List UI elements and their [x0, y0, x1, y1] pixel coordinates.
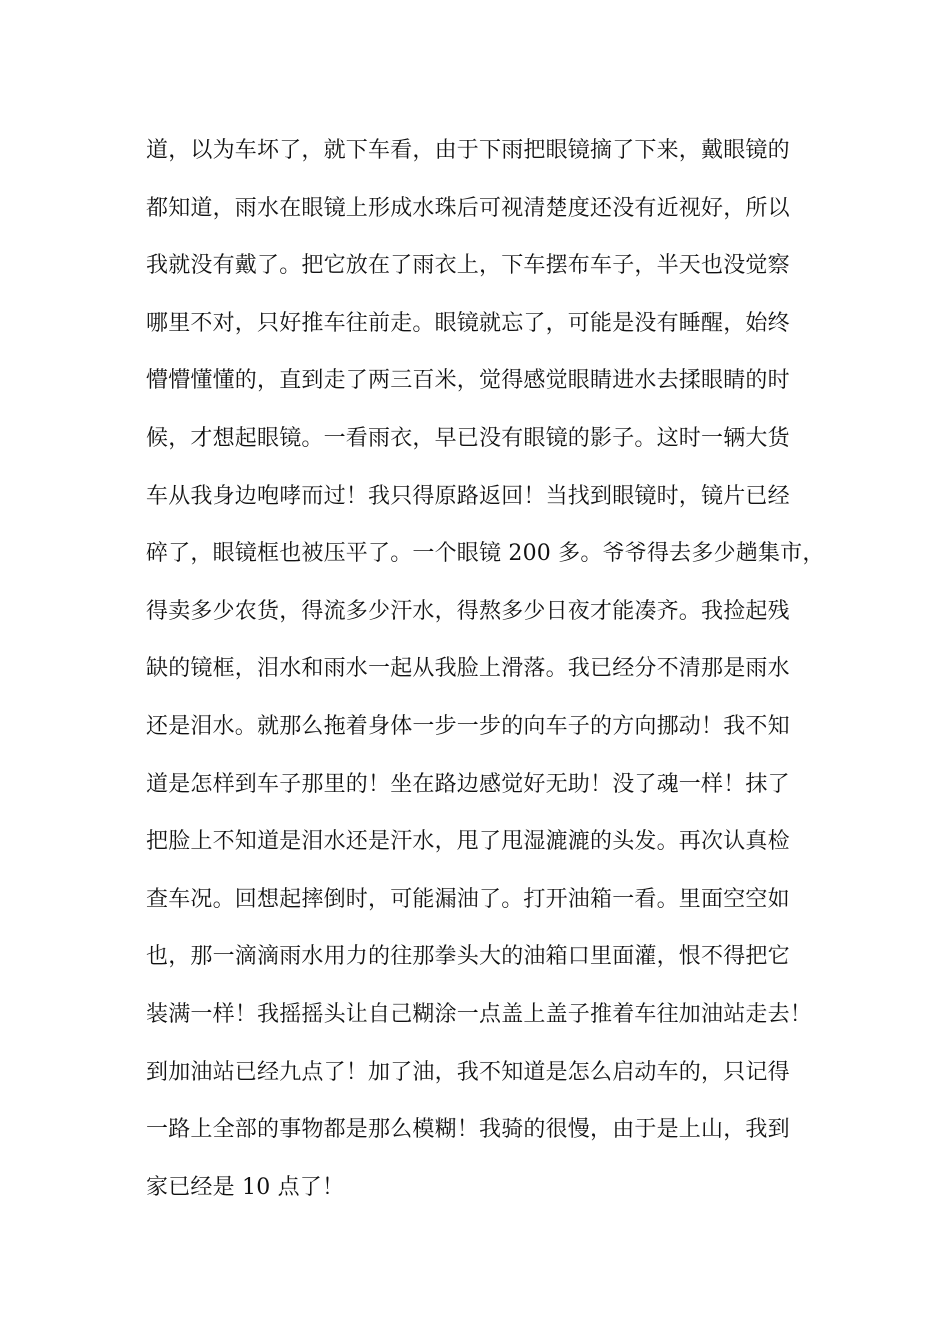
text-line: 都知道，雨水在眼镜上形成水珠后可视清楚度还没有近视好，所以 [146, 195, 790, 221]
text-line: 车从我身边咆哮而过！我只得原路返回！当找到眼镜时，镜片已经 [146, 483, 790, 509]
text-line: 把脸上不知道是泪水还是汗水，甩了甩湿漉漉的头发。再次认真检 [146, 829, 790, 855]
text-line: 道是怎样到车子那里的！坐在路边感觉好无助！没了魂一样！抹了 [146, 771, 790, 797]
text-line: 查车况。回想起摔倒时，可能漏油了。打开油箱一看。里面空空如 [146, 886, 790, 912]
document-body [146, 131, 846, 1225]
text-line: 到加油站已经九点了！加了油，我不知道是怎么启动车的，只记得 [146, 1059, 790, 1085]
text-line: 缺的镜框，泪水和雨水一起从我脸上滑落。我已经分不清那是雨水 [146, 656, 790, 682]
text-line: 装满一样！我摇摇头让自己糊涂一点盖上盖子推着车往加油站走去！ [146, 1001, 813, 1027]
text-line: 一路上全部的事物都是那么模糊！我骑的很慢，由于是上山，我到 [146, 1117, 790, 1143]
text-line: 碎了，眼镜框也被压平了。一个眼镜 200 多。爷爷得去多少趟集市， [146, 541, 825, 567]
text-line: 候，才想起眼镜。一看雨衣，早已没有眼镜的影子。这时一辆大货 [146, 425, 790, 451]
text-line: 得卖多少农货，得流多少汗水，得熬多少日夜才能凑齐。我捡起残 [146, 598, 790, 624]
text-line: 也，那一滴滴雨水用力的往那拳头大的油箱口里面灌，恨不得把它 [146, 944, 790, 970]
text-line: 还是泪水。就那么拖着身体一步一步的向车子的方向挪动！我不知 [146, 713, 790, 739]
text-line: 家已经是 10 点了！ [146, 1174, 345, 1200]
text-line: 哪里不对，只好推车往前走。眼镜就忘了，可能是没有睡醒，始终 [146, 310, 790, 336]
text-line: 懵懵懂懂的，直到走了两三百米，觉得感觉眼睛进水去揉眼睛的时 [146, 368, 790, 394]
text-line: 道，以为车坏了，就下车看，由于下雨把眼镜摘了下来，戴眼镜的 [146, 138, 790, 163]
text-line: 我就没有戴了。把它放在了雨衣上，下车摆布车子，半天也没觉察 [146, 253, 790, 279]
